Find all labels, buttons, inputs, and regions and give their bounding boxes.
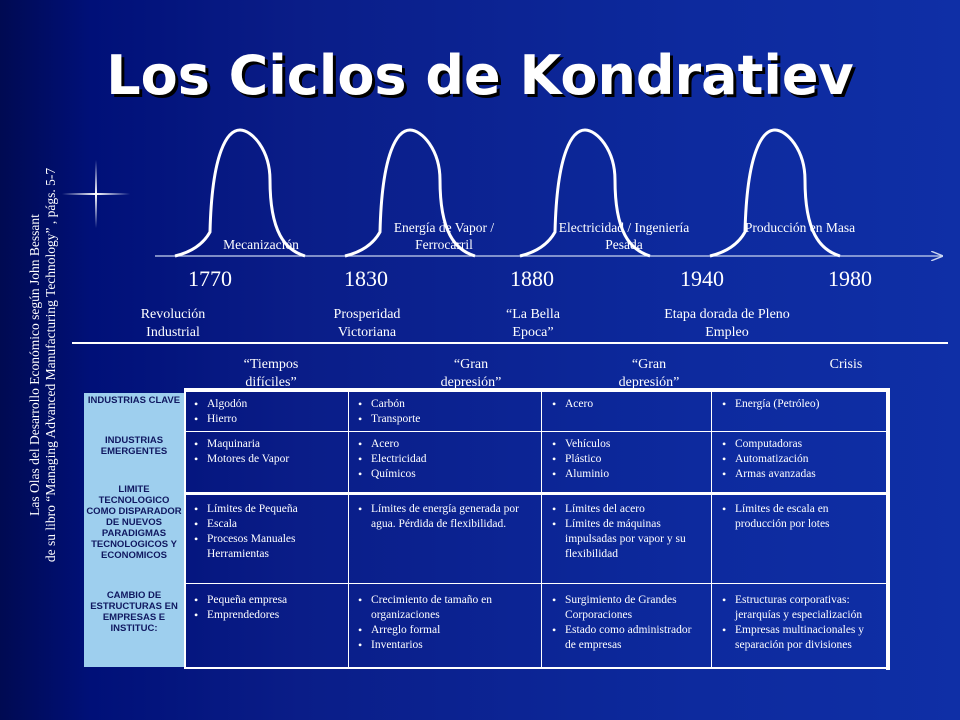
wave-label-mecanizacion: Mecanización bbox=[223, 237, 299, 252]
list-item: • Transporte bbox=[356, 412, 536, 427]
year-1980: 1980 bbox=[828, 266, 872, 291]
phase-gran-depresion-2: “Gran depresión” bbox=[618, 357, 680, 388]
grid-left-border bbox=[184, 392, 186, 669]
cell-tech-limits-1940 bbox=[720, 502, 882, 532]
list-item: • Procesos Manuales Herramientas bbox=[192, 532, 342, 562]
era-etapa-dorada: Etapa dorada de Pleno Empleo bbox=[664, 307, 790, 340]
list-item: • Estado como administrador de empresas bbox=[550, 623, 705, 653]
column-separator bbox=[348, 392, 349, 668]
list-item: • Automatización bbox=[720, 452, 882, 467]
list-item: • Empresas multinacionales y separación por divisiones bbox=[720, 623, 884, 653]
grid-right-border bbox=[886, 388, 890, 670]
list-item: • Carbón bbox=[356, 397, 536, 412]
grid-bottom-border bbox=[184, 667, 890, 669]
cell-emerging-1830 bbox=[356, 437, 536, 482]
list-item: • Algodón bbox=[192, 397, 342, 412]
cell-structure-1880 bbox=[550, 593, 705, 653]
phase-gran-depresion-1: “Gran depresión” bbox=[440, 357, 502, 388]
source-note-line1: Las Olas del Desarrollo Económico según John Bessant bbox=[27, 214, 42, 516]
list-item: • Escala bbox=[192, 517, 342, 532]
cell-key-industries-1880 bbox=[550, 397, 705, 412]
wave-label-produccion: Producción en Masa bbox=[744, 220, 856, 235]
cell-key-industries-1770 bbox=[192, 397, 342, 427]
wave-label-vapor: Energía de Vapor / Ferrocarril bbox=[393, 220, 495, 252]
list-item: • Químicos bbox=[356, 467, 536, 482]
row-separator bbox=[184, 583, 886, 584]
category-industrias-emergentes: INDUSTRIAS EMERGENTES bbox=[100, 435, 168, 457]
list-item: • Energía (Petróleo) bbox=[720, 397, 882, 412]
phase-crisis: Crisis bbox=[829, 357, 863, 372]
list-item: • Estructuras corporativas: jerarquías y especialización bbox=[720, 593, 884, 623]
list-item: • Límites de Pequeña bbox=[192, 502, 342, 517]
cell-key-industries-1830 bbox=[356, 397, 536, 427]
cell-emerging-1940 bbox=[720, 437, 882, 482]
list-item: • Emprendedores bbox=[192, 608, 342, 623]
source-note-line2: de su libro “Managing Advanced Manufacturing Technology” , págs. 5-7 bbox=[43, 167, 58, 563]
list-item: • Pequeña empresa bbox=[192, 593, 342, 608]
list-item: • Límites de escala en producción por lotes bbox=[720, 502, 882, 532]
list-item: • Arreglo formal bbox=[356, 623, 536, 638]
list-item: • Vehículos bbox=[550, 437, 705, 452]
year-1770: 1770 bbox=[188, 266, 232, 291]
grid-top-border bbox=[184, 388, 890, 392]
era-prosperidad: Prosperidad Victoriana bbox=[333, 307, 401, 340]
list-item: • Electricidad bbox=[356, 452, 536, 467]
list-item: • Plástico bbox=[550, 452, 705, 467]
row-separator bbox=[184, 492, 886, 495]
cell-emerging-1880 bbox=[550, 437, 705, 482]
category-limite-tecnologico: LIMITE TECNOLOGICO COMO DISPARADOR DE NUEVOS PARADIGMAS TECNOLOGICOS Y ECONOMICOS bbox=[86, 484, 182, 561]
category-industrias-clave: INDUSTRIAS CLAVE bbox=[87, 395, 181, 406]
cell-tech-limits-1830 bbox=[356, 502, 536, 532]
row-separator bbox=[184, 431, 886, 432]
era-bella-epoca: “La Bella Epoca” bbox=[505, 307, 561, 340]
list-item: • Hierro bbox=[192, 412, 342, 427]
list-item: • Inventarios bbox=[356, 638, 536, 653]
era-divider bbox=[72, 342, 948, 344]
cell-structure-1940 bbox=[720, 593, 884, 653]
year-1940: 1940 bbox=[680, 266, 724, 291]
list-item: • Crecimiento de tamaño en organizaciones bbox=[356, 593, 536, 623]
column-separator bbox=[541, 392, 542, 668]
era-revolucion: Revolución Industrial bbox=[140, 307, 206, 340]
list-item: • Aluminio bbox=[550, 467, 705, 482]
cell-emerging-1770 bbox=[192, 437, 342, 467]
column-separator bbox=[711, 392, 712, 668]
cell-structure-1830 bbox=[356, 593, 536, 653]
year-1830: 1830 bbox=[344, 266, 388, 291]
list-item: • Acero bbox=[550, 397, 705, 412]
cell-key-industries-1940 bbox=[720, 397, 882, 412]
phase-tiempos: “Tiempos difíciles” bbox=[243, 357, 299, 388]
list-item: • Motores de Vapor bbox=[192, 452, 342, 467]
page-title: Los Ciclos de Kondratiev bbox=[106, 44, 854, 107]
list-item: • Armas avanzadas bbox=[720, 467, 882, 482]
list-item: • Límites de energía generada por agua. Pérdida de flexibilidad. bbox=[356, 502, 536, 532]
list-item: • Surgimiento de Grandes Corporaciones bbox=[550, 593, 705, 623]
list-item: • Maquinaria bbox=[192, 437, 342, 452]
list-item: • Computadoras bbox=[720, 437, 882, 452]
list-item: • Límites de máquinas impulsadas por vapor y su flexibilidad bbox=[550, 517, 710, 562]
cell-tech-limits-1770 bbox=[192, 502, 342, 562]
list-item: • Límites del acero bbox=[550, 502, 710, 517]
wave-label-electricidad: Electricidad / Ingeniería Pesada bbox=[558, 220, 690, 252]
year-1880: 1880 bbox=[510, 266, 554, 291]
cell-tech-limits-1880 bbox=[550, 502, 710, 562]
cell-structure-1770 bbox=[192, 593, 342, 623]
category-cambio-estructuras: CAMBIO DE ESTRUCTURAS EN EMPRESAS E INSTITUC: bbox=[90, 590, 178, 634]
wave-4 bbox=[710, 130, 840, 256]
list-item: • Acero bbox=[356, 437, 536, 452]
